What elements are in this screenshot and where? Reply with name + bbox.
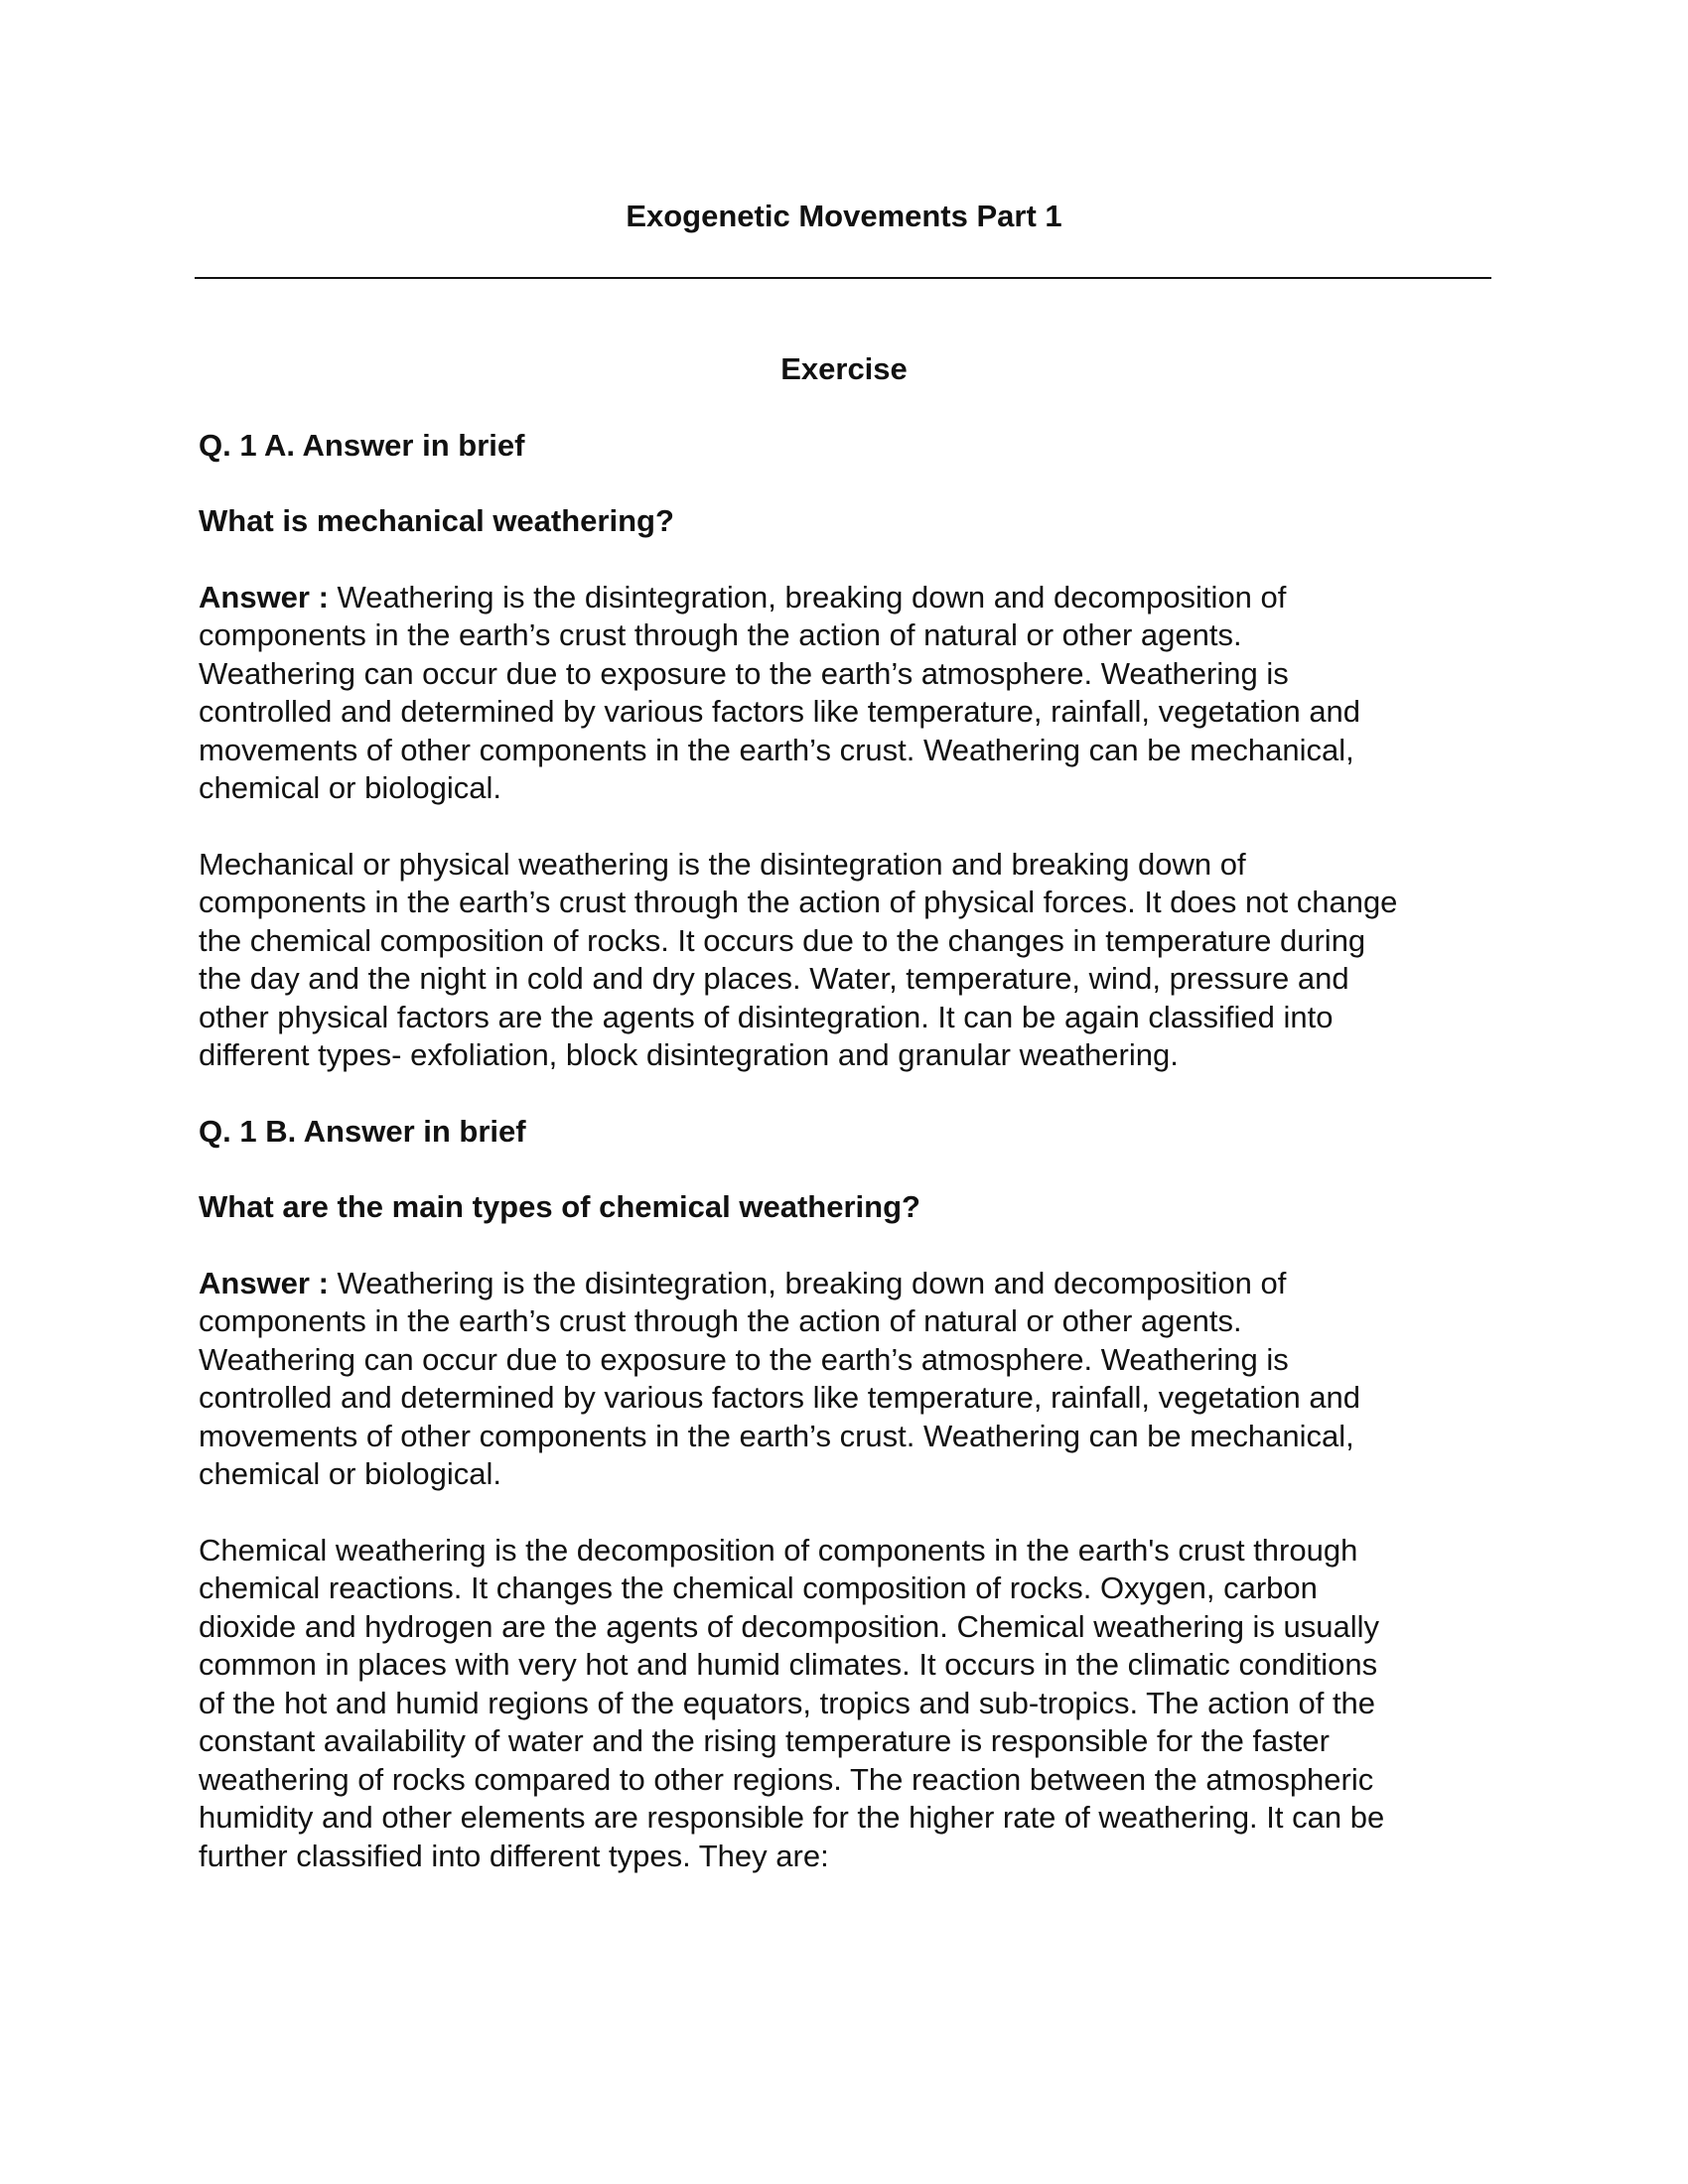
q1a-answer-line: Weathering can occur due to exposure to the earth’s atmosphere. Weathering is: [199, 655, 1289, 691]
q1b-chemical-line: dioxide and hydrogen are the agents of decomposition. Chemical weathering is usually: [199, 1608, 1380, 1644]
q1b-answer-line: components in the earth’s crust through the action of natural or other agents.: [199, 1303, 1242, 1338]
q1a-answer-line: Answer : Weathering is the disintegration, breaking down and decomposition of: [199, 579, 1287, 614]
q1a-question: What is mechanical weathering?: [199, 503, 674, 538]
q1b-chemical-line: chemical reactions. It changes the chemical composition of rocks. Oxygen, carbon: [199, 1570, 1318, 1605]
q1b-answer-line: Weathering can occur due to exposure to the earth’s atmosphere. Weathering is: [199, 1341, 1289, 1377]
q1b-chemical-line: further classified into different types. They are:: [199, 1838, 829, 1873]
q1b-chemical-paragraph: [199, 1532, 1489, 1876]
q1a-mechanical-line: different types- exfoliation, block disintegration and granular weathering.: [199, 1037, 1179, 1072]
q1a-mechanical-line: the chemical composition of rocks. It occurs due to the changes in temperature during: [199, 922, 1366, 958]
q1a-mechanical-line: Mechanical or physical weathering is the disintegration and breaking down of: [199, 846, 1246, 882]
q1b-answer-line: chemical or biological.: [199, 1456, 501, 1491]
q1a-answer-line: controlled and determined by various factors like temperature, rainfall, vegetation and: [199, 694, 1361, 729]
title-divider: [195, 277, 1491, 279]
q1a-mechanical-line: components in the earth’s crust through the action of physical forces. It does not change: [199, 885, 1398, 919]
document-body: [199, 350, 1489, 1913]
q1a-answer-line: movements of other components in the earth’s crust. Weathering can be mechanical,: [199, 732, 1354, 767]
q1a-answer-line: chemical or biological.: [199, 770, 501, 805]
document-title: Exogenetic Movements Part 1: [626, 199, 1062, 233]
q1a-answer-label: Answer :: [199, 579, 329, 614]
q1b-chemical-line: constant availability of water and the rising temperature is responsible for the faster: [199, 1723, 1330, 1758]
q1b-question: What are the main types of chemical weathering?: [199, 1189, 920, 1224]
q1a-answer-line: components in the earth’s crust through the action of natural or other agents.: [199, 617, 1242, 652]
q1b-chemical-line: Chemical weathering is the decomposition of components in the earth's crust through: [199, 1532, 1358, 1568]
q1b-heading: Q. 1 B. Answer in brief: [199, 1113, 526, 1149]
q1b-chemical-line: of the hot and humid regions of the equators, tropics and sub-tropics. The action of the: [199, 1685, 1376, 1720]
q1b-chemical-line: weathering of rocks compared to other regions. The reaction between the atmospheric: [199, 1761, 1374, 1797]
q1b-answer-line: controlled and determined by various factors like temperature, rainfall, vegetation and: [199, 1380, 1361, 1415]
section-title: Exercise: [780, 351, 908, 386]
q1b-chemical-line: common in places with very hot and humid climates. It occurs in the climatic conditions: [199, 1647, 1378, 1682]
q1b-answer-line: Answer : Weathering is the disintegration, breaking down and decomposition of: [199, 1265, 1287, 1300]
q1b-answer-line: movements of other components in the earth’s crust. Weathering can be mechanical,: [199, 1418, 1354, 1453]
q1b-chemical-line: humidity and other elements are responsible for the higher rate of weathering. It can be: [199, 1800, 1385, 1835]
q1a-answer-paragraph: [199, 579, 1489, 808]
q1a-mechanical-line: the day and the night in cold and dry places. Water, temperature, wind, pressure and: [199, 961, 1349, 996]
q1a-mechanical-line: other physical factors are the agents of disintegration. It can be again classified into: [199, 999, 1334, 1034]
q1a-mechanical-paragraph: [199, 846, 1489, 1075]
q1a-heading: Q. 1 A. Answer in brief: [199, 427, 525, 463]
q1b-answer-label: Answer :: [199, 1265, 329, 1300]
q1b-answer-paragraph: [199, 1265, 1489, 1494]
